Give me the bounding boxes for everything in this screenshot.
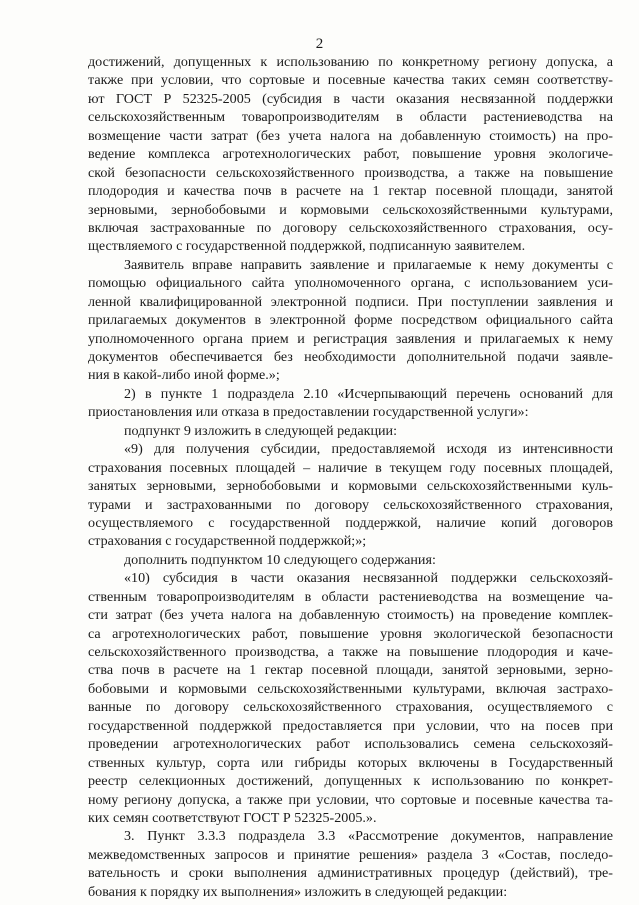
paragraph [88, 551, 613, 569]
page-number: 2 [315, 36, 324, 52]
text-line: ния в какой-либо иной форме.»; [88, 367, 280, 384]
text-line: зерновыми, зернобобовыми и кормовыми сельскохозяйственными культурами, [88, 201, 613, 218]
text-line: «9) для получения субсидии, предоставляемой исходя из интенсивности [124, 441, 613, 458]
text-line: «10) субсидия в части оказания несвязанной поддержки сельскохозяй- [124, 570, 613, 587]
text-line: ственных культур, сорта или гибриды которых включены в Государственный [88, 754, 613, 771]
text-line: са агротехнологических работ, повышение уровня экологической безопасности [88, 625, 613, 642]
text-line: турами и застрахованными по договору сельскохозяйственного страхования, [88, 496, 613, 513]
paragraph [88, 440, 613, 551]
text-line: ному региону допуска, а также при условии, что сортовые и посевные качества та- [88, 791, 613, 808]
text-line: реестр селекционных достижений, допущенных к использованию по конкрет- [88, 773, 613, 790]
text-line: подпункт 9 изложить в следующей редакции: [124, 422, 398, 439]
text-line: достижений, допущенных к использованию по конкретному региону допуска, а [88, 54, 613, 70]
text-line: сти затрат (без учета налога на добавленную стоимость) на проведение комплек- [88, 607, 613, 624]
text-line: также при условии, что сортовые и посевные качества таких семян соответству- [88, 72, 613, 89]
text-line: осуществляемого с государственной поддержкой, наличие копий договоров [88, 514, 613, 531]
text-line: помощью официального сайта уполномоченного органа, с использованием уси- [88, 275, 613, 292]
text-line: плодородия и качества почв в расчете на 1 гектар посевной площади, занятой [88, 183, 613, 200]
text-line: ют ГОСТ Р 52325-2005 (субсидия в части оказания несвязанной поддержки [88, 90, 613, 107]
text-line: сельскохозяйственного производства, а также на повышение плодородия и каче- [88, 644, 613, 660]
text-line: приостановления или отказа в предоставлении государственной услуги»: [88, 404, 529, 421]
text-line: ской безопасности сельскохозяйственного производства, а также на повышение [88, 164, 613, 181]
text-line: ленной квалифицированной электронной подписи. При поступлении заявления и [88, 293, 613, 310]
text-line: документов обеспечивается без необходимости дополнительной подачи заявле- [88, 349, 613, 365]
text-line: вательность и сроки выполнения административных процедур (действий), тре- [88, 865, 613, 882]
paragraph [88, 385, 613, 422]
text-line: ственным товаропроизводителям в области растениеводства на возмещение ча- [88, 588, 613, 605]
text-line: ведение комплекса агротехнологических работ, повышение уровня экологиче- [88, 146, 613, 163]
text-line: страхования с государственной поддержкой;»; [88, 533, 367, 550]
text-line: занятых зерновыми, зернобобовыми и кормовыми сельскохозяйственными куль- [88, 478, 613, 495]
text-line: дополнить подпунктом 10 следующего содержания: [124, 551, 436, 568]
text-line: 3. Пункт 3.3.3 подраздела 3.3 «Рассмотрение документов, направление [124, 828, 613, 845]
paragraph [88, 827, 613, 901]
text-line: уполномоченного органа прием и регистрация заявления и прилагаемых к нему [88, 330, 613, 347]
text-line: ства почв в расчете на 1 гектар посевной площади, занятой зерновыми, зерно- [88, 662, 613, 679]
text-line: межведомственных запросов и принятие решения» раздела 3 «Состав, последо- [88, 846, 613, 863]
paragraph [88, 569, 613, 827]
text-line: проведении агротехнологических работ использовались семена сельскохозяй- [88, 736, 613, 753]
text-line: 2) в пункте 1 подраздела 2.10 «Исчерпывающий перечень оснований для [124, 385, 613, 402]
text-line: ванные по договору сельскохозяйственного страхования, осуществляемого с [88, 699, 613, 716]
text-line: ществляемого с государственной поддержкой, подписанную заявителем. [88, 238, 526, 255]
text-line: сельскохозяйственным товаропроизводителям в области растениеводства на [88, 109, 613, 126]
document-body [88, 53, 613, 901]
paragraph [88, 422, 613, 440]
paragraph [88, 256, 613, 385]
text-line: ких семян соответствуют ГОСТ Р 52325-2005.». [88, 809, 377, 826]
text-line: Заявитель вправе направить заявление и прилагаемые к нему документы с [124, 256, 613, 273]
paragraph [88, 53, 613, 256]
text-line: прилагаемых документов в электронной форме посредством официального сайта [88, 312, 613, 329]
text-line: возмещение части затрат (без учета налога на добавленную стоимость) на про- [88, 127, 613, 144]
text-line: включая застрахованные по договору сельскохозяйственного страхования, осу- [88, 219, 613, 236]
text-line: государственной поддержкой предоставляется при условии, что на посев при [88, 717, 613, 734]
text-line: страхования посевных площадей – наличие в текущем году посевных площадей, [88, 459, 613, 476]
text-line: бования к порядку их выполнения» изложить в следующей редакции: [88, 883, 508, 900]
text-line: бобовыми и кормовыми сельскохозяйственными культурами, включая застрахо- [88, 680, 613, 697]
